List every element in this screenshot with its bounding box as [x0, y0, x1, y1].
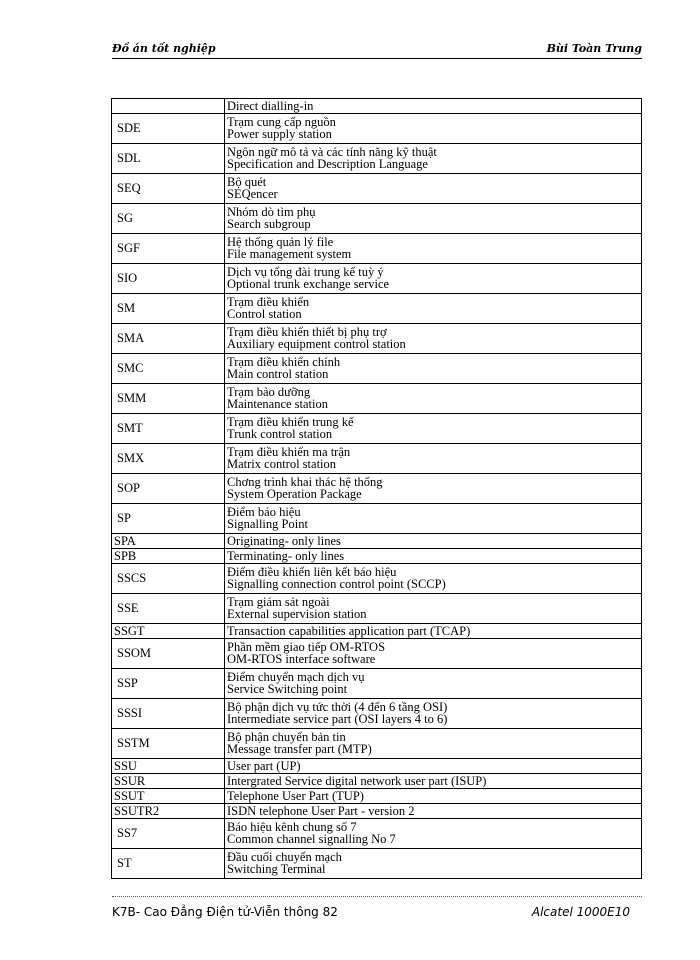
definition-cell — [225, 324, 642, 354]
definition-cell — [225, 174, 642, 204]
definition-cell — [225, 804, 642, 819]
definition-line: Terminating- only lines — [227, 548, 345, 563]
definition-line: Switching Terminal — [227, 862, 326, 876]
table-row — [112, 474, 642, 504]
definition-line: Trạm điều khiển chính — [227, 355, 341, 369]
definition-cell — [225, 384, 642, 414]
definition-line: Message transfer part (MTP) — [227, 742, 372, 756]
abbreviation-cell: SPA — [112, 534, 225, 549]
definition-line: Main control station — [227, 367, 329, 381]
definition-line: Common channel signalling No 7 — [227, 832, 396, 846]
abbreviation-cell: SEQ — [112, 174, 225, 204]
definition-line: File management system — [227, 247, 352, 261]
table-row — [112, 144, 642, 174]
definition-line: Trạm giám sát ngoài — [227, 595, 330, 609]
table-row — [112, 729, 642, 759]
table-row — [112, 594, 642, 624]
definition-line: Chơng trình khai thác hệ thống — [227, 475, 383, 489]
definition-cell — [225, 774, 642, 789]
abbreviation-cell: SM — [112, 294, 225, 324]
definition-line: Maintenance station — [227, 397, 329, 411]
abbreviation-cell: ST — [112, 849, 225, 879]
definition-line: Signalling connection control point (SCCP) — [227, 577, 446, 591]
abbreviation-cell: SMA — [112, 324, 225, 354]
definition-cell — [225, 594, 642, 624]
table-row — [112, 564, 642, 594]
definition-cell — [225, 294, 642, 324]
definition-cell — [225, 534, 642, 549]
definition-cell — [225, 114, 642, 144]
abbreviation-cell: SIO — [112, 264, 225, 294]
table-row — [112, 99, 642, 114]
definition-line: Hệ thống quản lý file — [227, 235, 334, 249]
definition-line: Bộ phận chuyển bản tin — [227, 730, 346, 744]
page-footer — [112, 896, 642, 919]
definition-cell — [225, 789, 642, 804]
definition-line: Power supply station — [227, 127, 332, 141]
table-row — [112, 819, 642, 849]
definition-cell — [225, 444, 642, 474]
table-row — [112, 354, 642, 384]
table-row — [112, 639, 642, 669]
definition-line: Intergrated Service digital network user part (ISUP) — [227, 773, 487, 788]
abbreviation-cell: SMC — [112, 354, 225, 384]
abbreviation-cell: SGF — [112, 234, 225, 264]
definition-line: Nhóm dò tìm phụ — [227, 205, 316, 219]
table-row — [112, 414, 642, 444]
table-row — [112, 324, 642, 354]
definition-line: Trạm điều khiển ma trận — [227, 445, 351, 459]
definition-cell — [225, 234, 642, 264]
definition-cell — [225, 264, 642, 294]
table-row — [112, 789, 642, 804]
definition-cell — [225, 354, 642, 384]
definition-cell — [225, 144, 642, 174]
abbreviation-cell: SSUTR2 — [112, 804, 225, 819]
definition-line: SEQencer — [227, 187, 278, 201]
abbreviation-cell: SSOM — [112, 639, 225, 669]
abbreviation-cell: SS7 — [112, 819, 225, 849]
table-row — [112, 234, 642, 264]
definition-line: Originating- only lines — [227, 533, 341, 548]
definition-line: Báo hiệu kênh chung số 7 — [227, 820, 357, 834]
table-row — [112, 804, 642, 819]
table-row — [112, 294, 642, 324]
table-row — [112, 549, 642, 564]
definition-cell — [225, 669, 642, 699]
definition-cell — [225, 204, 642, 234]
table-row — [112, 759, 642, 774]
table-row — [112, 384, 642, 414]
footer-right: Alcatel 1000E10 — [531, 905, 630, 919]
definition-line: Phần mềm giao tiếp OM-RTOS — [227, 640, 386, 654]
table-row — [112, 114, 642, 144]
definition-line: Ngôn ngữ mô tả và các tính năng kỹ thuật — [227, 145, 437, 159]
definition-line: Điểm điều khiển liên kết báo hiệu — [227, 565, 397, 579]
definition-cell — [225, 819, 642, 849]
table-row — [112, 504, 642, 534]
definition-cell — [225, 759, 642, 774]
table-row — [112, 669, 642, 699]
table-row — [112, 534, 642, 549]
footer-left: K7B- Cao Đẳng Điện tử-Viễn thông 82 — [112, 905, 338, 919]
definition-line: OM-RTOS interface software — [227, 652, 376, 666]
header-left-title: Đồ án tốt nghiệp — [112, 42, 216, 55]
abbreviation-cell: SG — [112, 204, 225, 234]
abbreviation-cell: SMM — [112, 384, 225, 414]
abbreviation-cell: SSUR — [112, 774, 225, 789]
table-row — [112, 204, 642, 234]
definition-cell — [225, 99, 642, 114]
definition-line: Optional trunk exchange service — [227, 277, 390, 291]
definition-line: Điểm báo hiệu — [227, 505, 301, 519]
definition-line: Specification and Description Language — [227, 157, 428, 171]
table-row — [112, 444, 642, 474]
definition-line: Matrix control station — [227, 457, 337, 471]
definition-line: External supervision station — [227, 607, 367, 621]
table-row — [112, 624, 642, 639]
definition-line: User part (UP) — [227, 758, 301, 773]
definition-cell — [225, 624, 642, 639]
definition-line: Transaction capabilities application part (TCAP) — [227, 623, 471, 638]
abbreviation-cell: SSCS — [112, 564, 225, 594]
table-row — [112, 774, 642, 789]
abbreviation-cell: SSTM — [112, 729, 225, 759]
definition-line: Direct dialling-in — [227, 98, 314, 113]
definition-cell — [225, 474, 642, 504]
abbreviation-cell: SSP — [112, 669, 225, 699]
definition-cell — [225, 639, 642, 669]
definition-cell — [225, 729, 642, 759]
abbreviation-cell: SDE — [112, 114, 225, 144]
definition-line: Service Switching point — [227, 682, 348, 696]
definition-line: Trạm bảo dưỡng — [227, 385, 311, 399]
definition-line: Trunk control station — [227, 427, 333, 441]
definition-cell — [225, 504, 642, 534]
definition-cell — [225, 849, 642, 879]
abbreviation-cell: SMT — [112, 414, 225, 444]
definition-line: ISDN telephone User Part - version 2 — [227, 803, 415, 818]
definition-line: System Operation Package — [227, 487, 362, 501]
table-row — [112, 699, 642, 729]
abbreviation-cell: SMX — [112, 444, 225, 474]
definition-line: Bộ quét — [227, 175, 267, 189]
abbreviation-cell: SSE — [112, 594, 225, 624]
abbreviation-cell: SSSI — [112, 699, 225, 729]
definition-cell — [225, 699, 642, 729]
definition-line: Đầu cuối chuyển mạch — [227, 850, 342, 864]
definition-cell — [225, 549, 642, 564]
table-row — [112, 264, 642, 294]
abbreviation-table — [111, 98, 642, 879]
definition-line: Signalling Point — [227, 517, 308, 531]
page-header — [112, 38, 642, 59]
definition-line: Intermediate service part (OSI layers 4 to 6) — [227, 712, 448, 726]
definition-line: Điểm chuyển mạch dịch vụ — [227, 670, 365, 684]
abbreviation-cell — [112, 99, 225, 114]
definition-line: Trạm điều khiển thiết bị phụ trợ — [227, 325, 387, 339]
abbreviation-cell: SDL — [112, 144, 225, 174]
header-author: Bùi Toàn Trung — [546, 42, 642, 55]
definition-line: Dịch vụ tổng đài trung kế tuỳ ý — [227, 265, 384, 279]
abbreviation-cell: SPB — [112, 549, 225, 564]
table-row — [112, 174, 642, 204]
definition-line: Search subgroup — [227, 217, 311, 231]
definition-line: Telephone User Part (TUP) — [227, 788, 364, 803]
abbreviation-cell: SSU — [112, 759, 225, 774]
definition-line: Bộ phận dịch vụ tức thời (4 đến 6 tầng OSI) — [227, 700, 448, 714]
table-row — [112, 849, 642, 879]
abbreviation-cell: SSGT — [112, 624, 225, 639]
definition-cell — [225, 564, 642, 594]
definition-cell — [225, 414, 642, 444]
definition-line: Control station — [227, 307, 302, 321]
definition-line: Trạm cung cấp nguồn — [227, 115, 336, 129]
abbreviation-cell: SOP — [112, 474, 225, 504]
definition-line: Trạm điều khiển trung kế — [227, 415, 354, 429]
definition-line: Trạm điều khiển — [227, 295, 310, 309]
definition-line: Auxiliary equipment control station — [227, 337, 406, 351]
abbreviation-cell: SP — [112, 504, 225, 534]
abbreviation-cell: SSUT — [112, 789, 225, 804]
